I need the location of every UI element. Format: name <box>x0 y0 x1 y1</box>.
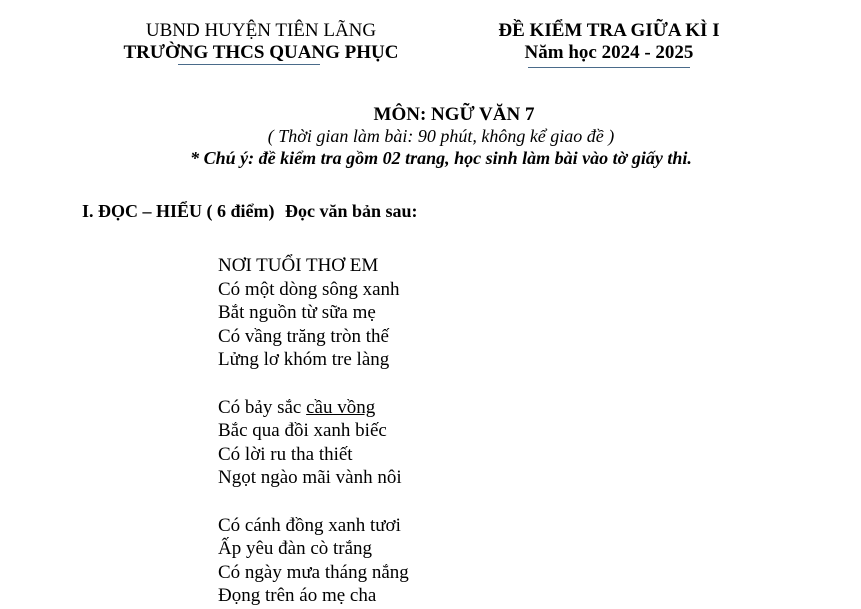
time-note: ( Thời gian làm bài: 90 phút, không kể giao đề ) <box>267 126 615 146</box>
poem-line: Ngọt ngào mãi vành nôi <box>218 467 402 489</box>
poem-line: Lửng lơ khóm tre làng <box>218 349 390 371</box>
stanza-2 <box>218 396 409 490</box>
poem <box>218 254 409 608</box>
underlined-word: cầu vồng <box>306 396 376 418</box>
poem-line: Có một dòng sông xanh <box>218 278 400 300</box>
district-name: UBND HUYỆN TIÊN LÃNG <box>145 20 377 41</box>
header-right-rule <box>528 67 690 68</box>
poem-line: Ấp yêu đàn cò trắng <box>218 538 373 560</box>
header-left-rule <box>178 64 320 65</box>
header-left <box>122 20 400 64</box>
subject-title: MÔN: NGỮ VĂN 7 <box>373 104 535 125</box>
poem-line: Có cánh đồng xanh tươi <box>218 514 401 536</box>
section-heading <box>82 201 418 222</box>
poem-line: Bắc qua đồi xanh biếc <box>218 420 387 442</box>
poem-line: Bắt nguồn từ sữa mẹ <box>218 302 376 324</box>
poem-line: Có vầng trăng tròn thế <box>218 325 389 347</box>
section-title: I. ĐỌC – HIỂU ( 6 điểm) <box>82 201 275 221</box>
stanza-1 <box>218 278 409 372</box>
poem-line: Có ngày mưa tháng nắng <box>218 561 409 583</box>
poem-line: Đọng trên áo mẹ cha <box>218 585 377 607</box>
poem-title: NƠI TUỔI THƠ EM <box>218 255 379 276</box>
header-right <box>478 20 740 64</box>
school-name: TRƯỜNG THCS QUANG PHỤC <box>123 42 399 63</box>
school-year: Năm học 2024 - 2025 <box>524 42 694 63</box>
poem-line <box>218 396 409 420</box>
stanza-3 <box>218 514 409 608</box>
notice: * Chú ý: đề kiểm tra gồm 02 trang, học sinh làm bài vào tờ giấy thi. <box>190 148 692 168</box>
exam-title: ĐỀ KIỂM TRA GIỮA KÌ I <box>498 20 720 41</box>
poem-line: Có lời ru tha thiết <box>218 443 353 465</box>
poem-line-prefix: Có bảy sắc <box>218 396 307 418</box>
section-instruction: Đọc văn bản sau: <box>285 201 418 221</box>
